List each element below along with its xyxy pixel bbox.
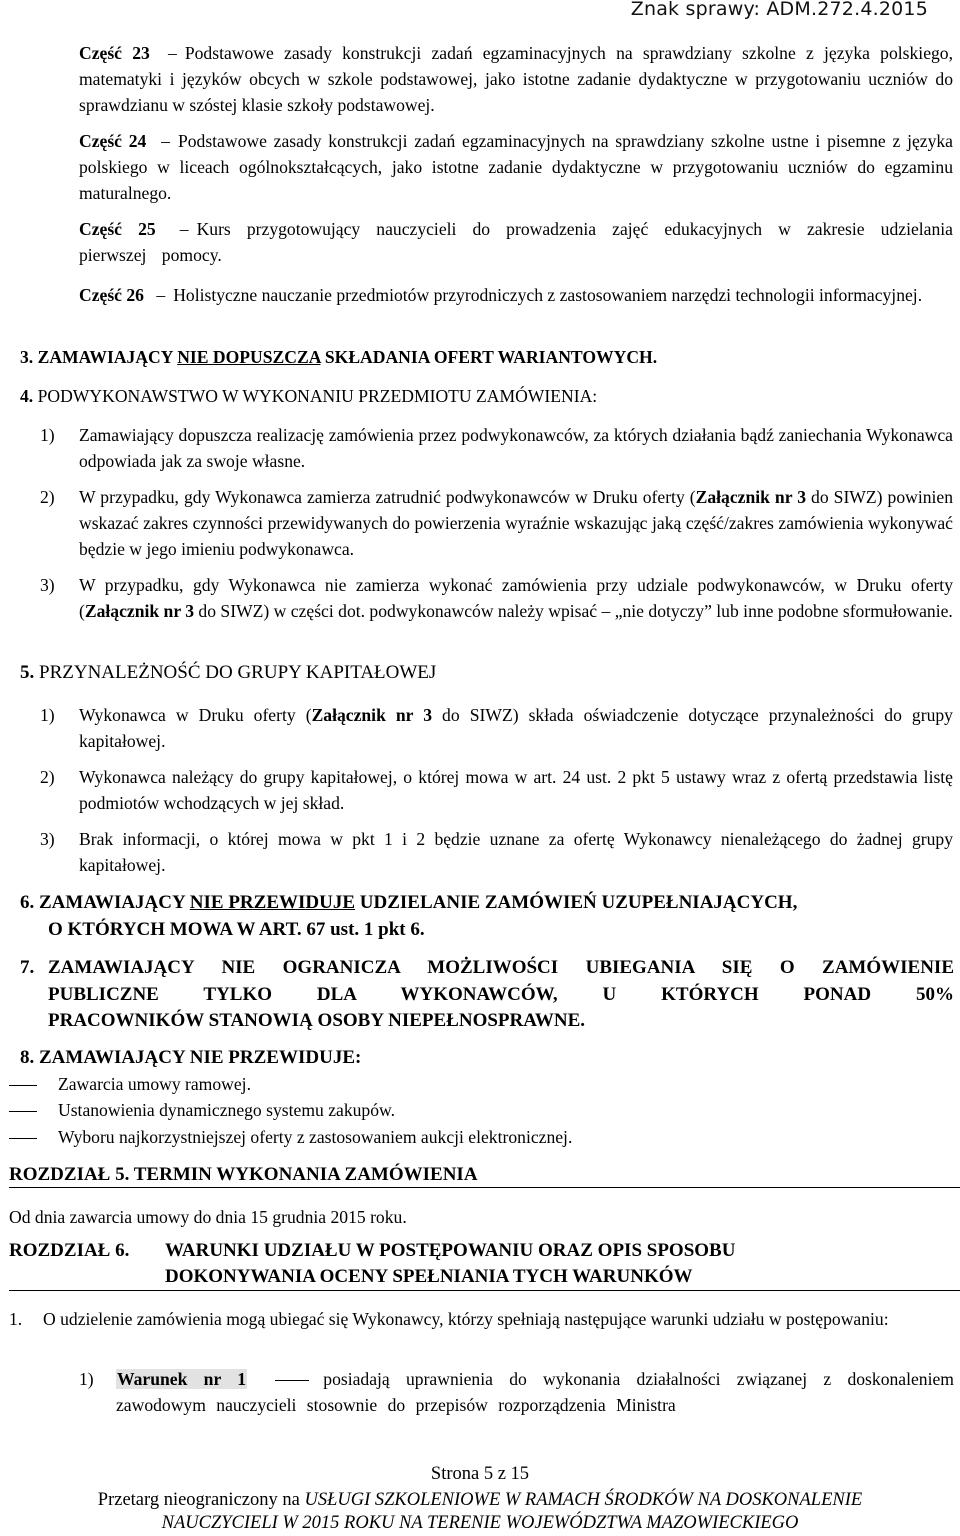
case-number: Znak sprawy: ADM.272.4.2015 [630,0,928,20]
item-number: 1. [9,1309,23,1329]
footer-line-1: Przetarg nieograniczony na USŁUGI SZKOLENIOWE W RAMACH ŚRODKÓW NA DOSKONALENIE [97,1490,863,1510]
part-26: Część 26 – Holistyczne nauczanie przedmiotów przyrodniczych z zastosowaniem narzędzi technologii informacyjnej. [79,285,923,305]
item-number: 1) [40,425,55,445]
chapter-6-label: ROZDZIAŁ 6. [9,1240,130,1261]
conditions-intro: O udzielenie zamówienia mogą ubiegać się Wykonawcy, którzy spełniają następujące warunki udziału w postępowaniu: [43,1309,889,1329]
item-number: 3) [40,575,55,595]
part-24: Część 24 – Podstawowe zasady konstrukcji zadań egzaminacyjnych na sprawdziany szkolne ustne i pisemne z języka polskiego w liceach ogólnokształcących, jako istotne zadanie dydaktyczne w przygotowaniu uczniów do egzaminu maturalnego. [79,131,953,203]
part-25: Część 25 – Kurs przygotowujący nauczycieli do prowadzenia zajęć edukacyjnych w zakresie udzielania pierwszej pomocy. [79,219,953,265]
item-number: 3) [40,829,55,849]
list-item: Zawarcia umowy ramowej. [9,1071,251,1097]
part-text: Podstawowe zasady konstrukcji zadań egzaminacyjnych na sprawdziany szkolne ustne i pisemne z języka polskiego w liceach ogólnokształcących, jako istotne zadanie dydaktyczne w przygotowaniu uczniów do egzaminu maturalnego. [79,131,953,203]
part-text: Podstawowe zasady konstrukcji zadań egzaminacyjnych na sprawdziany szkolne z języka polskiego, matematyki i języków obcych w szkole podstawowej, jako istotne zadanie dydaktyczne w przygotowaniu uczniów do sprawdzianu w szóstej klasie szkoły podstawowej. [79,43,953,115]
part-label: Część 26 [79,285,144,305]
section-8-heading: 8. ZAMAWIAJĄCY NIE PRZEWIDUJE: [20,1047,362,1068]
section-5-item-2: Wykonawca należący do grupy kapitałowej, o której mowa w art. 24 ust. 2 pkt 5 ustawy wraz z ofertą przedstawia listę podmiotów wchodzących w jej skład. [79,767,953,813]
section-6-heading: 6. ZAMAWIAJĄCY NIE PRZEWIDUJE UDZIELANIE ZAMÓWIEŃ UZUPEŁNIAJĄCYCH, [20,892,798,913]
section-7-number: 7. [20,957,35,978]
part-23: Część 23 – Podstawowe zasady konstrukcji zadań egzaminacyjnych na sprawdziany szkolne z języka polskiego, matematyki i języków obcych w szkole podstawowej, jako istotne zadanie dydaktyczne w przygotowaniu uczniów do sprawdzianu w szóstej klasie szkoły podstawowej. [79,43,953,115]
dash-bullet [9,1085,37,1086]
part-label: Część 23 [79,43,150,63]
section-4-item-3: W przypadku, gdy Wykonawca nie zamierza wykonać zamówienia przy udziale podwykonawców, w Druku oferty (Załącznik nr 3 do SIWZ) w części dot. podwykonawców należy wpisać – „nie dotyczy” lub inne podobne sformułowanie. [79,575,953,621]
list-item: Ustanowienia dynamicznego systemu zakupów. [9,1097,395,1123]
part-text: Holistyczne nauczanie przedmiotów przyrodniczych z zastosowaniem narzędzi technologii informacyjnej. [173,285,923,305]
section-4-heading: 4. PODWYKONAWSTWO W WYKONANIU PRZEDMIOTU ZAMÓWIENIA: [20,386,598,406]
section-5-item-3: Brak informacji, o której mowa w pkt 1 i 2 będzie uznane za ofertę Wykonawcy nienależącego do żadnej grupy kapitałowej. [79,829,953,875]
section-5-heading: 5. PRZYNALEŻNOŚĆ DO GRUPY KAPITAŁOWEJ [20,662,437,683]
dash-bullet [9,1138,37,1139]
part-label: Część 24 [79,131,147,151]
item-number: 2) [40,767,55,787]
section-7-line2: PUBLICZNE TYLKO DLA WYKONAWCÓW, U KTÓRYCH PONAD 50% [48,984,954,1005]
item-number: 1) [40,705,55,725]
part-label: Część 25 [79,219,156,239]
list-item: Wyboru najkorzystniejszej oferty z zastosowaniem aukcji elektronicznej. [9,1124,572,1150]
section-6-heading-line2: O KTÓRYCH MOWA W ART. 67 ust. 1 pkt 6. [48,919,425,940]
part-text: Kurs przygotowujący nauczycieli do prowadzenia zajęć edukacyjnych w zakresie udzielania pierwszej pomocy. [79,219,953,265]
dash-bullet [9,1111,37,1112]
condition-1: Warunek nr 1 posiadają uprawnienia do wykonania działalności związanej z doskonaleniem zawodowym nauczycieli stosownie do przepisów rozporządzenia Ministra [116,1369,954,1415]
item-number: 2) [40,487,55,507]
condition-label: Warunek nr 1 [117,1369,246,1389]
chapter-5-text: Od dnia zawarcia umowy do dnia 15 grudnia 2015 roku. [9,1207,407,1227]
section-4-item-1: Zamawiający dopuszcza realizację zamówienia przez podwykonawców, za których działania bądź zaniechania Wykonawca odpowiada jak za swoje własne. [79,425,953,471]
section-7-line1: ZAMAWIAJĄCY NIE OGRANICZA MOŻLIWOŚCI UBIEGANIA SIĘ O ZAMÓWIENIE [48,957,954,978]
dash-separator [275,1380,309,1381]
section-4-item-2: W przypadku, gdy Wykonawca zamierza zatrudnić podwykonawców w Druku oferty (Załącznik nr 3 do SIWZ) powinien wskazać zakres czynności przewidywanych do powierzenia wyraźnie wskazując jaką część/zakres zamówienia wykonywać będzie w jego imieniu podwykonawca. [79,487,954,559]
chapter-6-rule [9,1290,960,1291]
section-3-heading: 3. ZAMAWIAJĄCY NIE DOPUSZCZA SKŁADANIA OFERT WARIANTOWYCH. [20,347,658,367]
page-number: Strona 5 z 15 [430,1464,530,1484]
section-7-line3: PRACOWNIKÓW STANOWIĄ OSOBY NIEPEŁNOSPRAWNE. [48,1010,586,1031]
chapter-6-title-line1: WARUNKI UDZIAŁU W POSTĘPOWANIU ORAZ OPIS SPOSOBU [165,1240,736,1261]
chapter-5-rule [9,1187,960,1188]
section-5-item-1: Wykonawca w Druku oferty (Załącznik nr 3 do SIWZ) składa oświadczenie dotyczące przynależności do grupy kapitałowej. [79,705,953,751]
footer-line-2: NAUCZYCIELI W 2015 ROKU NA TERENIE WOJEWÓDZTWA MAZOWIECKIEGO [161,1513,799,1533]
item-number: 1) [79,1369,94,1389]
chapter-6-title-line2: DOKONYWANIA OCENY SPEŁNIANIA TYCH WARUNKÓW [165,1266,693,1287]
chapter-5-title: ROZDZIAŁ 5. TERMIN WYKONANIA ZAMÓWIENIA [9,1164,478,1185]
